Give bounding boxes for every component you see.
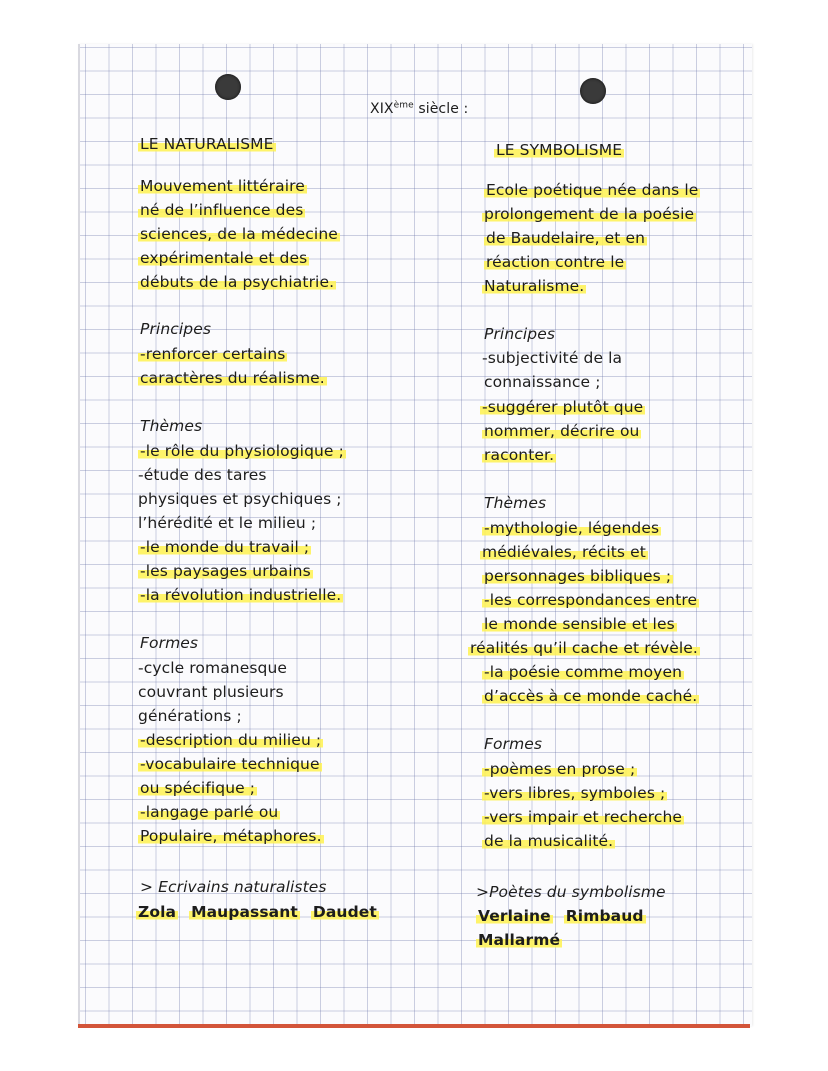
naturalisme-principes-2: caractères du réalisme.: [140, 369, 325, 387]
symbolisme-formes-label: Formes: [484, 735, 543, 753]
naturalisme-formes-3: générations ;: [138, 707, 242, 725]
punch-hole-left: [215, 74, 241, 100]
symbolisme-principes-5: raconter.: [484, 446, 555, 464]
symbolisme-themes-1: -mythologie, légendes: [484, 519, 660, 537]
symbolisme-principes-4: nommer, décrire ou: [484, 422, 640, 440]
naturalisme-formes-2: couvrant plusieurs: [138, 683, 284, 701]
symbolisme-themes-7: -la poésie comme moyen: [484, 663, 683, 681]
naturalisme-intro-5: débuts de la psychiatrie.: [140, 273, 335, 291]
symbolisme-themes-5: le monde sensible et les: [484, 615, 675, 633]
naturalisme-formes-8: Populaire, métaphores.: [140, 827, 322, 845]
symbolisme-formes-3: -vers impair et recherche: [484, 808, 683, 826]
symbolisme-themes-2: médiévales, récits et: [482, 543, 646, 561]
naturalisme-formes-6: ou spécifique ;: [140, 779, 256, 797]
symbolisme-principes-3: -suggérer plutôt que: [482, 398, 644, 416]
symbolisme-poetes-1: Verlaine Rimbaud: [478, 907, 644, 925]
naturalisme-themes-3: physiques et psychiques ;: [138, 490, 342, 508]
symbolisme-themes-6: réalités qu’il cache et révèle.: [470, 639, 698, 657]
symbolisme-themes-4: -les correspondances entre: [484, 591, 698, 609]
punch-hole-right: [580, 78, 606, 104]
naturalisme-intro-3: sciences, de la médecine: [140, 225, 338, 243]
naturalisme-intro-4: expérimentale et des: [140, 249, 308, 267]
symbolisme-poetes-2: Mallarmé: [478, 931, 561, 949]
naturalisme-formes-4: -description du milieu ;: [140, 731, 322, 749]
naturalisme-themes-2: -étude des tares: [138, 466, 267, 484]
symbolisme-title: LE SYMBOLISME: [496, 141, 623, 159]
symbolisme-intro-5: Naturalisme.: [484, 277, 585, 295]
naturalisme-themes-4: l’hérédité et le milieu ;: [138, 514, 317, 532]
symbolisme-principes-1: -subjectivité de la: [482, 349, 623, 367]
naturalisme-intro-1: Mouvement littéraire: [140, 177, 305, 195]
naturalisme-themes-6: -les paysages urbains: [140, 562, 311, 580]
sheet-bottom-edge: [78, 1024, 750, 1028]
naturalisme-themes-7: -la révolution industrielle.: [140, 586, 342, 604]
symbolisme-intro-3: de Baudelaire, et en: [486, 229, 646, 247]
naturalisme-formes-7: -langage parlé ou: [140, 803, 279, 821]
symbolisme-themes-8: d’accès à ce monde caché.: [484, 687, 698, 705]
symbolisme-principes-2: connaissance ;: [484, 373, 601, 391]
naturalisme-ecrivains-label: > Ecrivains naturalistes: [140, 878, 327, 896]
naturalisme-formes-1: -cycle romanesque: [138, 659, 288, 677]
naturalisme-principes-1: -renforcer certains: [140, 345, 286, 363]
symbolisme-intro-1: Ecole poétique née dans le: [486, 181, 699, 199]
naturalisme-formes-label: Formes: [140, 634, 199, 652]
symbolisme-formes-1: -poèmes en prose ;: [484, 760, 636, 778]
symbolisme-formes-2: -vers libres, symboles ;: [484, 784, 666, 802]
symbolisme-themes-3: personnages bibliques ;: [484, 567, 672, 585]
naturalisme-title: LE NATURALISME: [140, 135, 274, 153]
symbolisme-poetes-label: >Poètes du symbolisme: [476, 883, 666, 901]
symbolisme-themes-label: Thèmes: [484, 494, 547, 512]
naturalisme-intro-2: né de l’influence des: [140, 201, 304, 219]
page-title: XIXème siècle :: [370, 100, 469, 117]
symbolisme-intro-4: réaction contre le: [486, 253, 625, 271]
symbolisme-intro-2: prolongement de la poésie: [484, 205, 695, 223]
naturalisme-themes-label: Thèmes: [140, 417, 203, 435]
naturalisme-ecrivains: Zola Maupassant Daudet: [138, 903, 377, 921]
naturalisme-themes-5: -le monde du travail ;: [140, 538, 310, 556]
symbolisme-formes-4: de la musicalité.: [484, 832, 614, 850]
naturalisme-formes-5: -vocabulaire technique: [140, 755, 320, 773]
naturalisme-themes-1: -le rôle du physiologique ;: [140, 442, 344, 460]
symbolisme-principes-label: Principes: [484, 325, 556, 343]
naturalisme-principes-label: Principes: [140, 320, 212, 338]
